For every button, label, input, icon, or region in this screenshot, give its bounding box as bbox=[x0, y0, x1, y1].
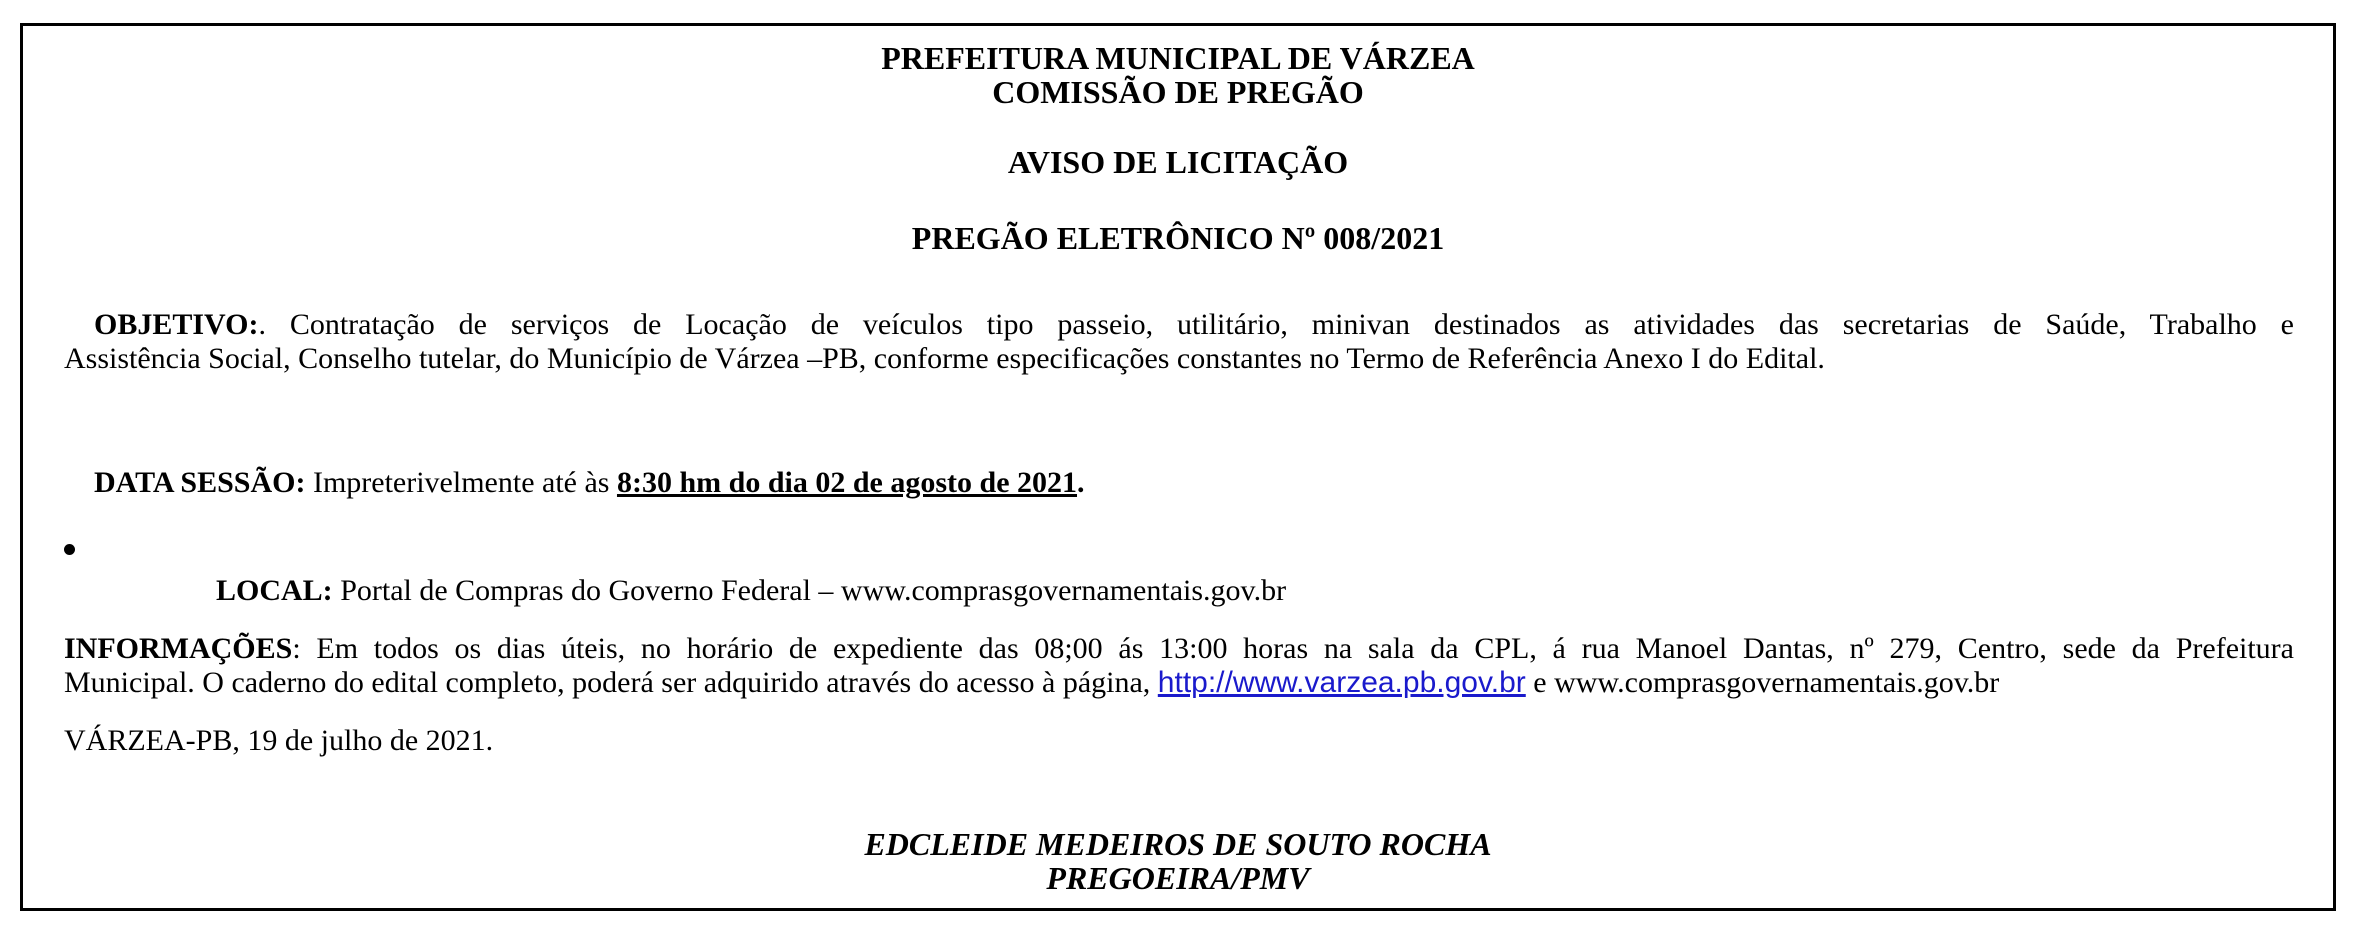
local-text: Portal de Compras do Governo Federal – www.comprasgovernamentais.gov.br bbox=[332, 574, 1287, 607]
place-date: VÁRZEA-PB, 19 de julho de 2021. bbox=[64, 724, 494, 757]
local-line bbox=[216, 574, 1286, 608]
header-municipality: PREFEITURA MUNICIPAL DE VÁRZEA bbox=[881, 40, 1475, 76]
informacoes-line-1 bbox=[64, 632, 2294, 666]
prefeitura-link[interactable]: http://www.varzea.pb.gov.br bbox=[1157, 666, 1526, 699]
informacoes-text-3: e www.comprasgovernamentais.gov.br bbox=[1525, 666, 2000, 699]
informacoes-text-1: : Em todos os dias úteis, no horário de expediente das 08;00 ás 13:00 horas na sala da CPL, á rua Manoel Dantas, nº 279, Centro, sede da Prefeitura bbox=[292, 632, 2294, 665]
header-commission: COMISSÃO DE PREGÃO bbox=[992, 74, 1364, 110]
objetivo-line-2: Assistência Social, Conselho tutelar, do Município de Várzea –PB, conforme especificações constantes no Termo de Referência Anexo I do Edital. bbox=[64, 342, 1825, 375]
informacoes-line-2 bbox=[64, 666, 1999, 700]
data-sessao-text: Impreterivelmente até às bbox=[305, 466, 617, 499]
data-sessao-datetime: 8:30 hm do dia 02 de agosto de 2021 bbox=[616, 466, 1078, 499]
process-title: PREGÃO ELETRÔNICO Nº 008/2021 bbox=[911, 220, 1445, 256]
informacoes-text-2: Municipal. O caderno do edital completo, poderá ser adquirido através do acesso à página, bbox=[64, 666, 1158, 699]
signature-name: EDCLEIDE MEDEIROS DE SOUTO ROCHA bbox=[864, 826, 1492, 862]
data-sessao-end: . bbox=[1077, 466, 1085, 499]
signature-role: PREGOEIRA/PMV bbox=[1046, 860, 1310, 896]
bullet-icon bbox=[64, 544, 75, 555]
informacoes-label: INFORMAÇÕES bbox=[64, 632, 293, 665]
notice-title: AVISO DE LICITAÇÃO bbox=[1007, 144, 1349, 180]
objetivo-text-1: . Contratação de serviços de Locação de veículos tipo passeio, utilitário, minivan destinados as atividades das secretarias de Saúde, Trabalho e bbox=[258, 308, 2294, 341]
objetivo-label: OBJETIVO: bbox=[94, 308, 259, 341]
data-sessao bbox=[94, 466, 1085, 500]
objetivo-line-1 bbox=[64, 308, 2294, 342]
local-label: LOCAL: bbox=[216, 574, 333, 607]
data-sessao-label: DATA SESSÃO: bbox=[94, 466, 306, 499]
